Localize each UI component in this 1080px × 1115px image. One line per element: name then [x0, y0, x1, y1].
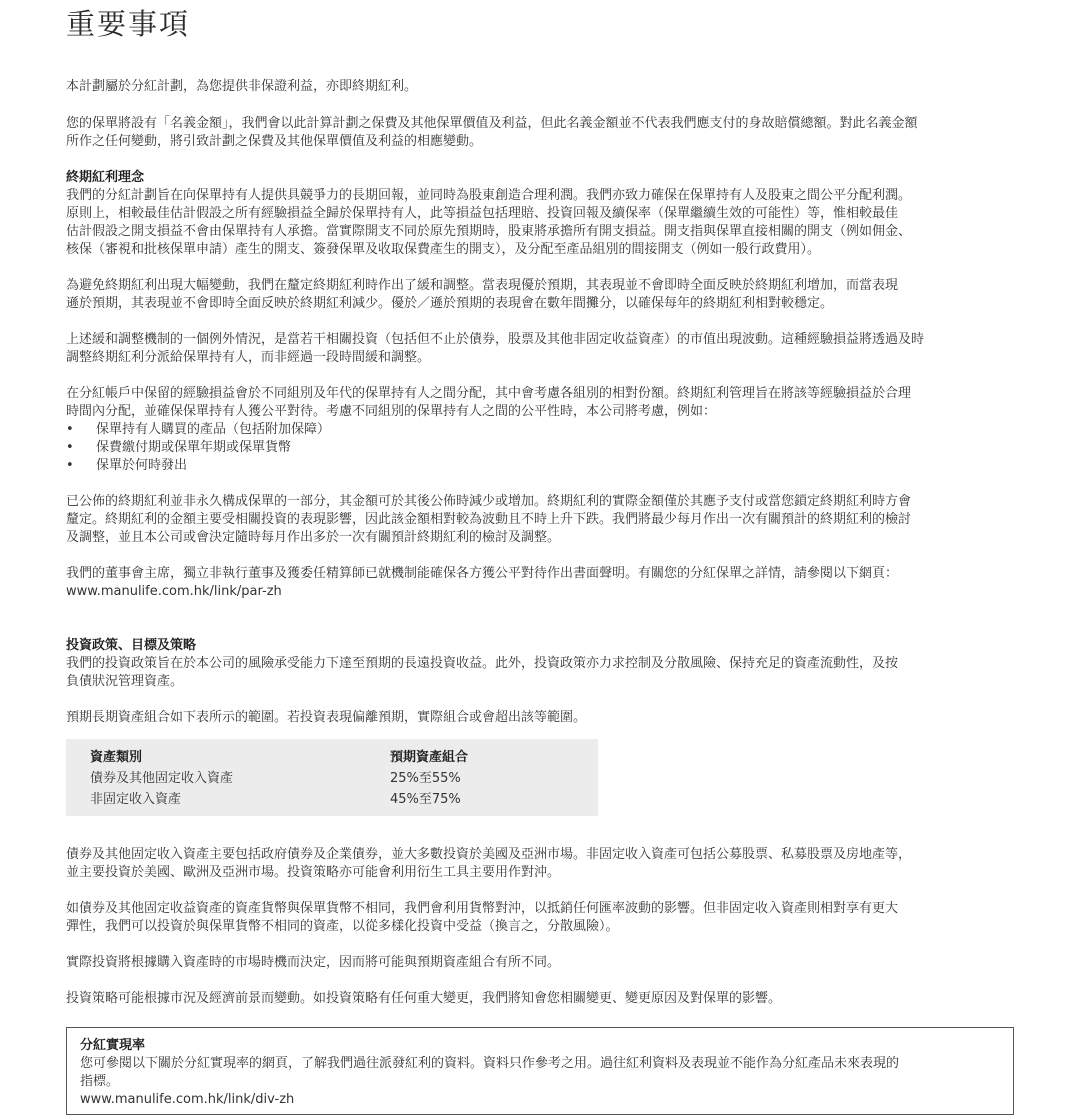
terminal-bonus-paragraph-5: 已公佈的終期紅利並非永久構成保單的一部分，其金額可於其後公佈時減少或增加。終期紅利的實際金額僅於其應予支付或當您鎖定終期紅利時方會 釐定。終期紅利的金額主要受相關投資的表現影響，因此該金額相對較為波動且不時上升下跌。我們將最少每月作出一次有關預計的終期紅利的檢討 及調整，並且本公司或會決定隨時每月作出多於一次有關預計終期紅利的檢討及調整。 — [66, 494, 912, 545]
terminal-bonus-paragraph-6: 我們的董事會主席，獨立非執行董事及獲委任精算師已就機制能確保各方獲公平對待作出書面聲明。有關您的分紅保單之詳情，請參閱以下網頁： www.manulife.com.hk/link/par-zh — [66, 565, 1014, 601]
box-title: 分紅實現率 — [80, 1038, 146, 1053]
list-item: • 保費繳付期或保單年期或保單貨幣 — [66, 439, 1014, 457]
dividend-fulfillment-box: 分紅實現率 您可參閱以下關於分紅實現率的網頁，了解我們過往派發紅利的資料。資料只作參考之用。過往紅利資料及表現並不能作為分紅產品未來表現的 指標。 www.manulife.com.hk/link/div-zh — [66, 1027, 1014, 1115]
div-link[interactable]: www.manulife.com.hk/link/div-zh — [80, 1092, 295, 1107]
investment-paragraph-4: 如債券及其他固定收益資產的資產貨幣與保單貨幣不相同，我們會利用貨幣對沖，以抵銷任何匯率波動的影響。但非固定收入資產則相對享有更大 彈性，我們可以投資於與保單貨幣不相同的資產，以從多樣化投資中受益（換言之，分散風險）。 — [66, 901, 899, 934]
terminal-bonus-paragraph-4: 在分紅帳戶中保留的經驗損益會於不同組別及年代的保單持有人之間分配，其中會考慮各組別的相對份額。終期紅利管理旨在將該等經驗損益於合理 時間內分配，並確保保單持有人獲公平對待。考慮不同組別的保單持有人之間的公平性時，本公司將考慮，例如： — [66, 386, 912, 419]
table-header-row — [66, 747, 598, 768]
fairness-factors-list — [66, 421, 1014, 475]
investment-section — [66, 637, 1014, 1008]
intro-paragraph-1: 本計劃屬於分紅計劃，為您提供非保證利益，亦即終期紅利。 — [66, 79, 418, 94]
terminal-bonus-paragraph-1: 我們的分紅計劃旨在向保單持有人提供具競爭力的長期回報，並同時為股東創造合理利潤。我們亦致力確保在保單持有人及股東之間公平分配利潤。 原則上，相較最佳估計假設之所有經驗損益全歸於保單持有人，此等損益包括理賠、投資回報及續保率（保單繼續生效的可能性）等，惟相較最佳 估計假設之開支損益不會由保單持有人承擔。當實際開支不同於原先預期時，股東將承擔所有開支損益。開支指與保單直接相關的開支（例如佣金、 核保（審視和批核保單申請）產生的開支、簽發保單及收取保費產生的開支），及分配至產品組別的間接開支（例如一般行政費用）。 — [66, 188, 912, 257]
table-row — [66, 789, 598, 810]
page-title: 重要事項 — [66, 7, 191, 41]
table-header-expected-mix: 預期資產組合 — [390, 750, 469, 765]
list-item: • 保單持有人購買的產品（包括附加保障） — [66, 421, 1014, 439]
investment-paragraph-5: 實際投資將根據購入資產時的市場時機而決定，因而將可能與預期資產組合有所不同。 — [66, 955, 561, 970]
intro-paragraph-2: 您的保單將設有「名義金額」，我們會以此計算計劃之保費及其他保單價值及利益，但此名義金額並不代表我們應支付的身故賠償總額。對此名義金額 所作之任何變動，將引致計劃之保費及其他保單價值及利益的相應變動。 — [66, 116, 918, 149]
table-cell-asset: 非固定收入資產 — [90, 792, 182, 807]
investment-paragraph-3: 債券及其他固定收入資產主要包括政府債券及企業債券，並大多數投資於美國及亞洲市場。非固定收入資產可包括公募股票、私募股票及房地產等， 並主要投資於美國、歐洲及亞洲市場。投資策略亦可能會利用衍生工具主要用作對沖。 — [66, 847, 912, 880]
asset-allocation-table — [66, 739, 598, 816]
list-item: • 保單於何時發出 — [66, 457, 1014, 475]
table-row — [66, 768, 598, 789]
par-link[interactable]: www.manulife.com.hk/link/par-zh — [66, 584, 282, 599]
investment-paragraph-2: 預期長期資產組合如下表所示的範圍。若投資表現偏離預期，實際組合或會超出該等範圍。 — [66, 710, 587, 725]
table-cell-range: 45%至75% — [390, 792, 461, 807]
investment-paragraph-6: 投資策略可能根據市況及經濟前景而變動。如投資策略有任何重大變更，我們將知會您相關變更、變更原因及對保單的影響。 — [66, 991, 782, 1006]
section-title-terminal-bonus: 終期紅利理念 — [66, 170, 145, 185]
table-cell-asset: 債券及其他固定收入資產 — [90, 771, 234, 786]
table-header-asset-class: 資產類別 — [90, 750, 143, 765]
section-title-investment: 投資政策、目標及策略 — [66, 638, 197, 653]
terminal-bonus-section — [66, 169, 1014, 601]
document-page — [66, 0, 1014, 1115]
terminal-bonus-paragraph-3: 上述緩和調整機制的一個例外情況，是當若干相關投資（包括但不止於債券，股票及其他非固定收益資產）的市值出現波動。這種經驗損益將透過及時 調整終期紅利分派給保單持有人，而非經過一段時間緩和調整。 — [66, 332, 925, 365]
investment-paragraph-1: 我們的投資政策旨在於本公司的風險承受能力下達至預期的長遠投資收益。此外，投資政策亦力求控制及分散風險、保持充足的資產流動性，及按 負債狀況管理資產。 — [66, 656, 899, 689]
table-cell-range: 25%至55% — [390, 771, 461, 786]
terminal-bonus-paragraph-2: 為避免終期紅利出現大幅變動，我們在釐定終期紅利時作出了緩和調整。當表現優於預期，其表現並不會即時全面反映於終期紅利增加，而當表現 遜於預期，其表現並不會即時全面反映於終期紅利減少。優於／遜於預期的表現會在數年間攤分，以確保每年的終期紅利相對較穩定。 — [66, 278, 899, 311]
